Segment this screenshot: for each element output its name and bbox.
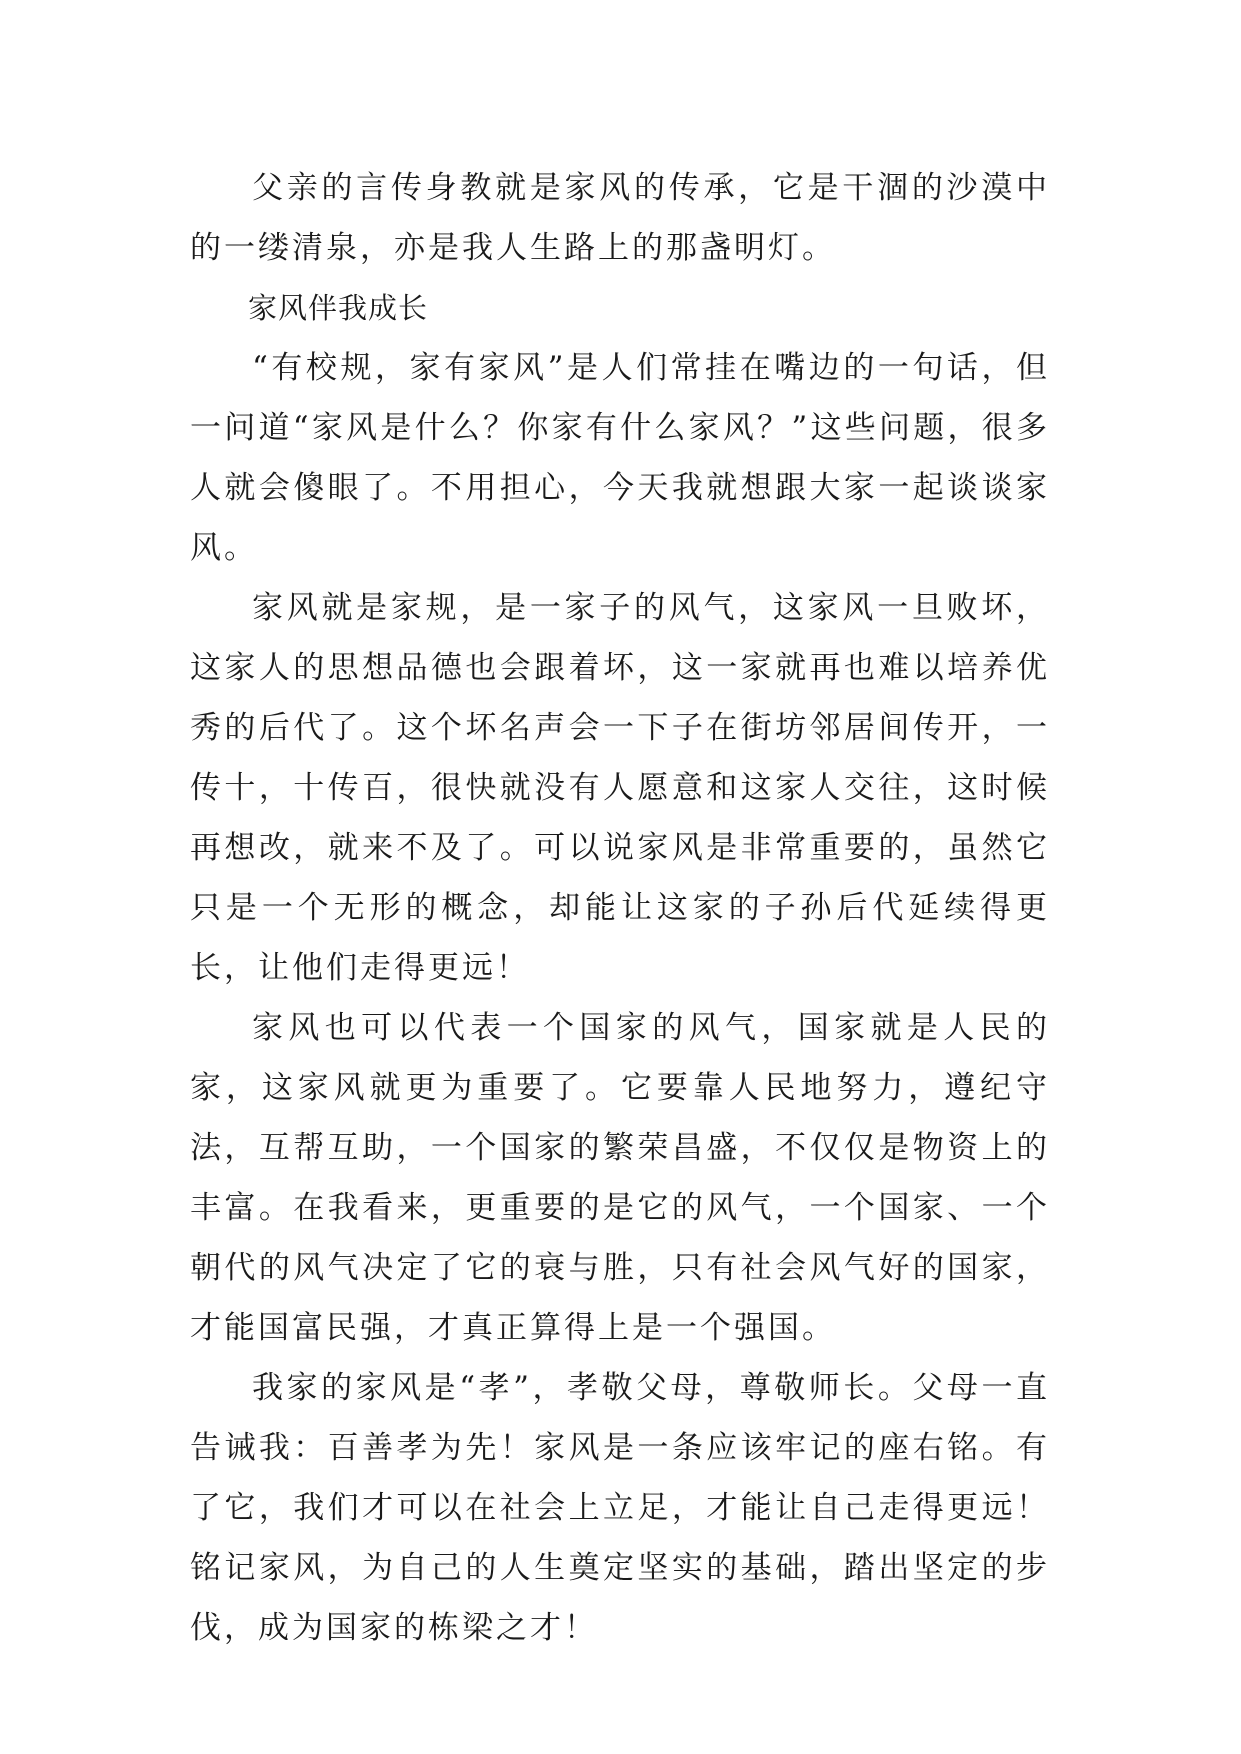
document-body	[190, 158, 1050, 1658]
intro-paragraph: 父亲的言传身教就是家风的传承，它是干涸的沙漠中的一缕清泉，亦是我人生路上的那盏明灯。	[190, 170, 1050, 266]
paragraph-2: 家风就是家规，是一家子的风气，这家风一旦败坏，这家人的思想品德也会跟着坏，这一家就再也难以培养优秀的后代了。这个坏名声会一下子在街坊邻居间传开，一传十，十传百，很快就没有人愿意和这家人交往，这时候再想改，就来不及了。可以说家风是非常重要的，虽然它只是一个无形的概念，却能让这家的子孙后代延续得更长，让他们走得更远！	[190, 590, 1050, 986]
essay-title: 家风伴我成长	[248, 291, 429, 325]
paragraph-4: 我家的家风是“孝”，孝敬父母，尊敬师长。父母一直告诫我：百善孝为先！家风是一条应该牢记的座右铭。有了它，我们才可以在社会上立足，才能让自己走得更远！铭记家风，为自己的人生奠定坚实的基础，踏出坚定的步伐，成为国家的栋梁之才！	[190, 1370, 1050, 1646]
paragraph-1: “有校规，家有家风”是人们常挂在嘴边的一句话，但一问道“家风是什么？你家有什么家风？”这些问题，很多人就会傻眼了。不用担心，今天我就想跟大家一起谈谈家风。	[190, 350, 1050, 566]
paragraph-3: 家风也可以代表一个国家的风气，国家就是人民的家，这家风就更为重要了。它要靠人民地努力，遵纪守法，互帮互助，一个国家的繁荣昌盛，不仅仅是物资上的丰富。在我看来，更重要的是它的风气，一个国家、一个朝代的风气决定了它的衰与胜，只有社会风气好的国家，才能国富民强，才真正算得上是一个强国。	[190, 1010, 1050, 1346]
